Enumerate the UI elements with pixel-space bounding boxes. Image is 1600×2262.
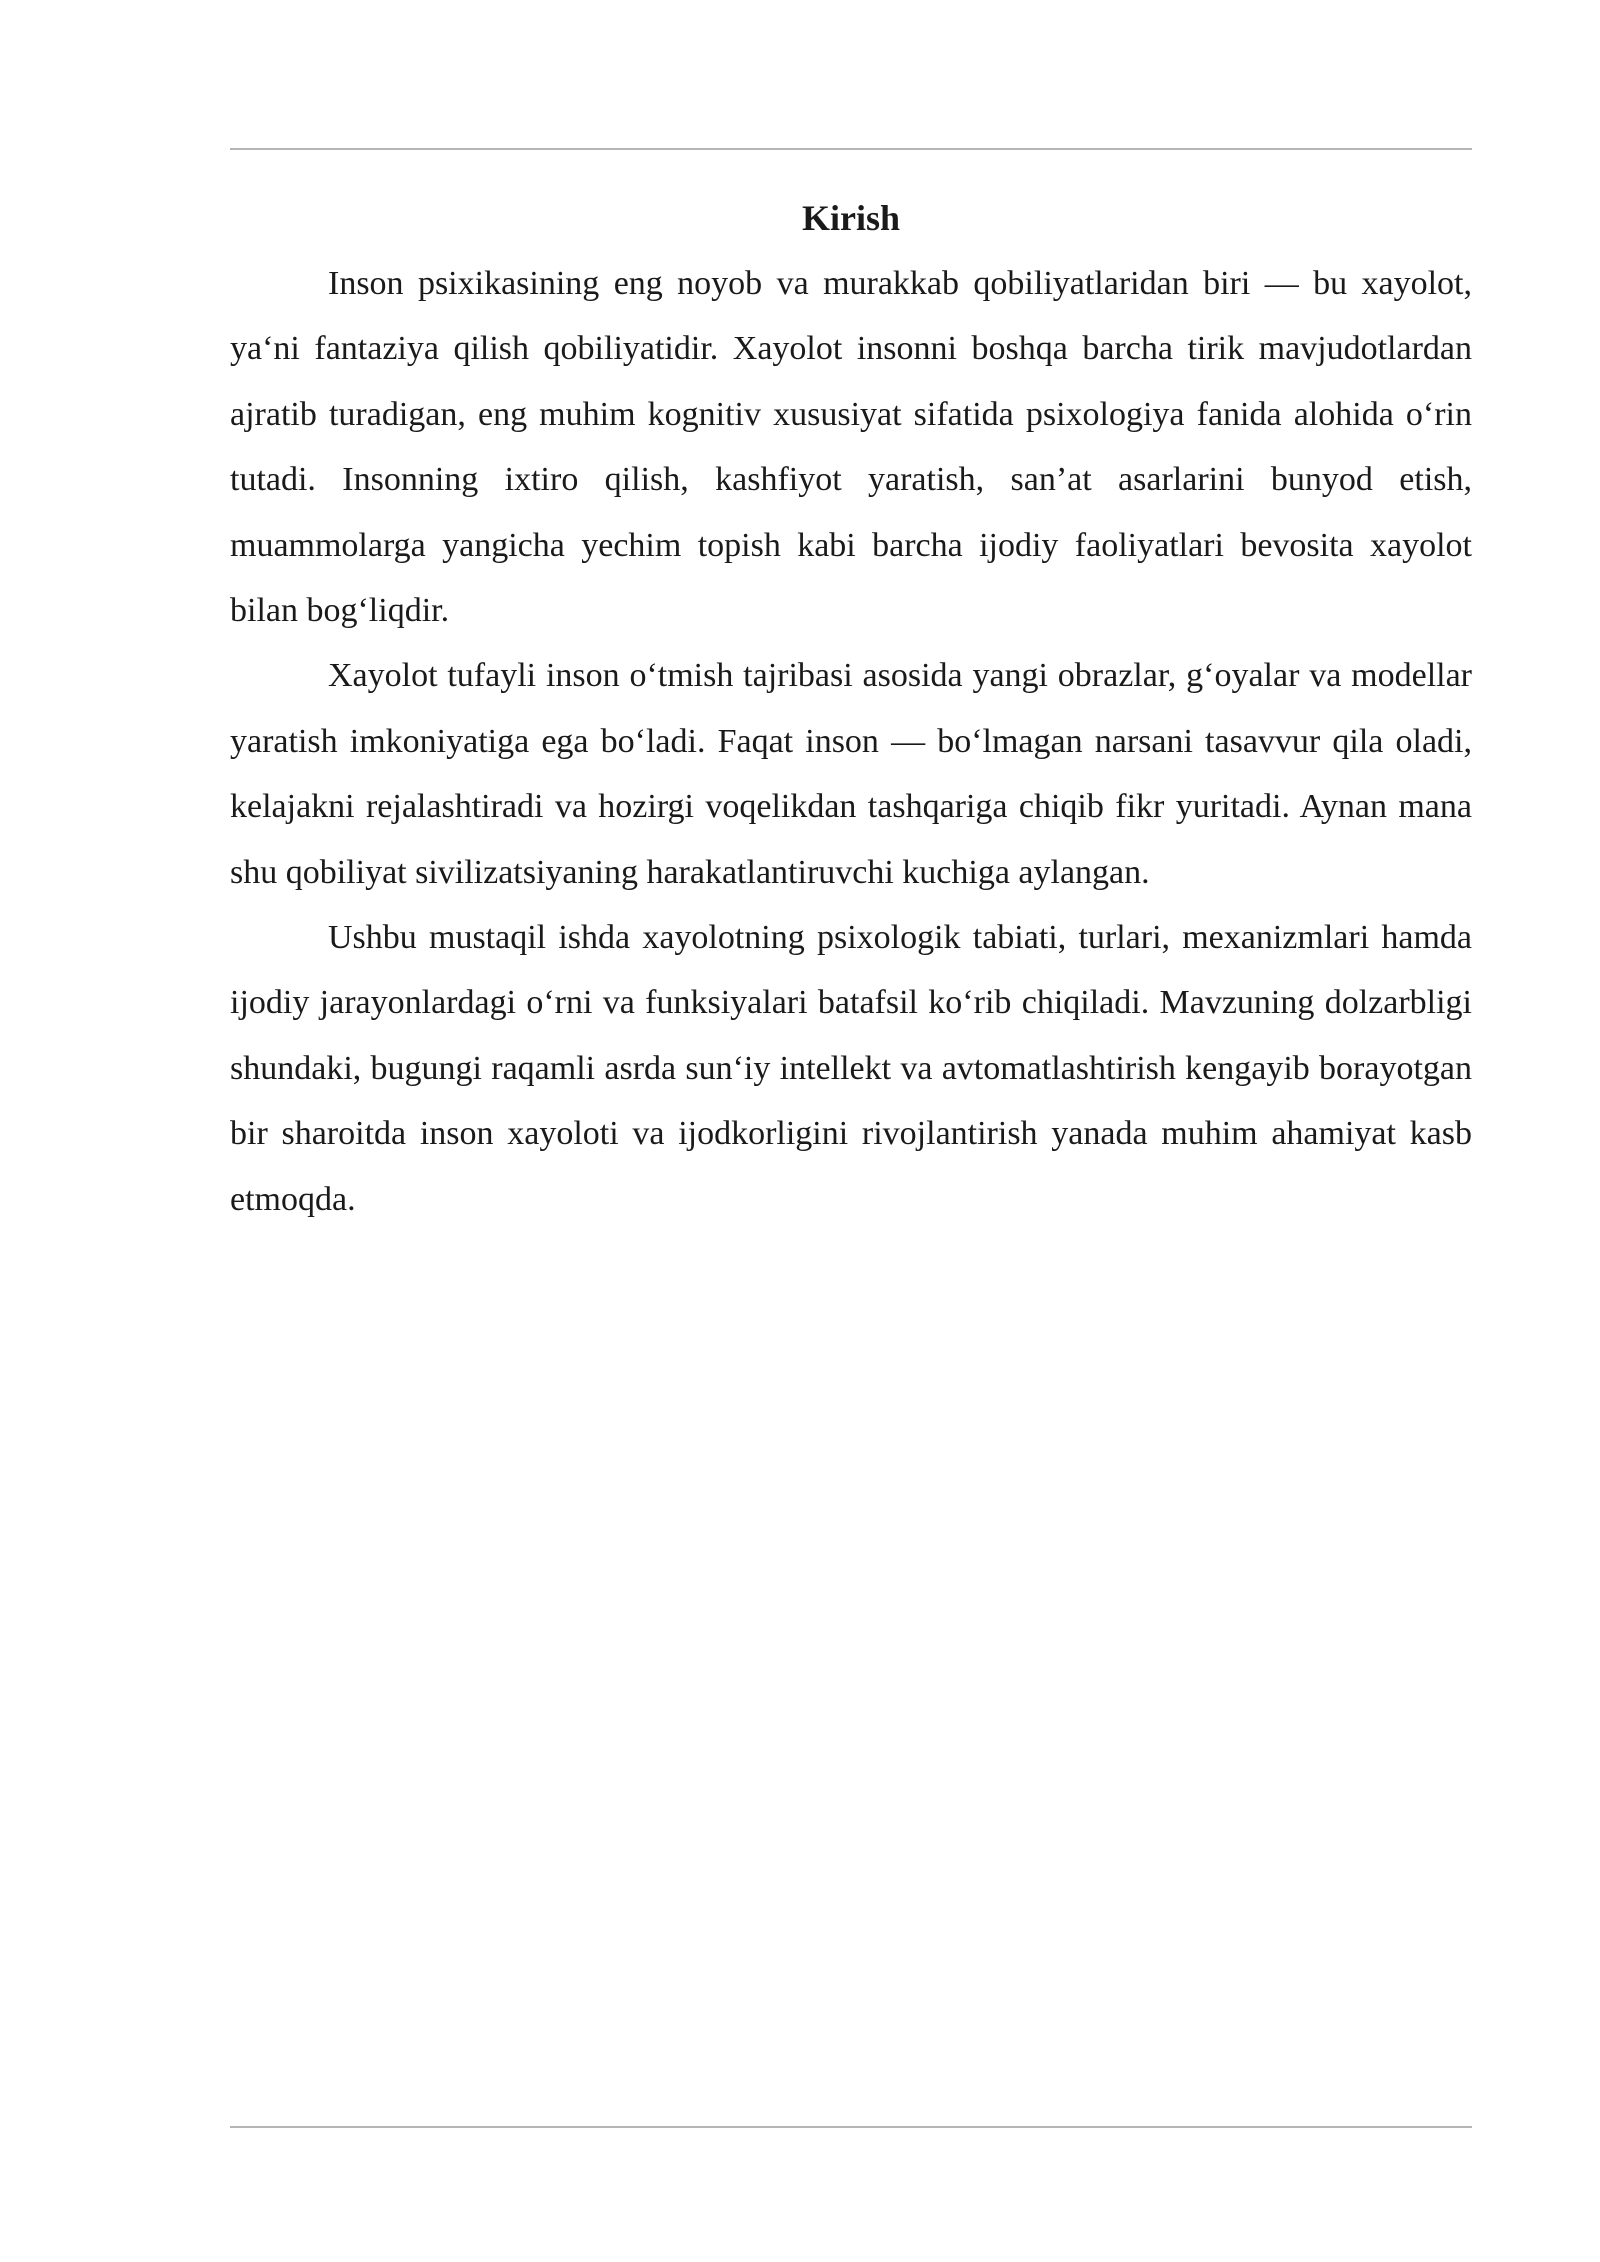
document-body [230, 188, 1472, 1232]
paragraph-3: Ushbu mustaqil ishda xayolotning psixologik tabiati, turlari, mexanizmlari hamda ijodiy jarayonlardagi o‘rni va funksiyalari batafsil ko‘rib chiqiladi. Mavzuning dolzarbligi shundaki, bugungi raqamli asrda sun‘iy intellekt va avtomatlashtirish kengayib borayotgan bir sharoitda inson xayoloti va ijodkorligini rivojlantirish yanada muhim ahamiyat kasb etmoqda. [230, 919, 1472, 1218]
section-title: Kirish [801, 198, 900, 238]
footer-divider [230, 2126, 1472, 2128]
paragraph-2: Xayolot tufayli inson o‘tmish tajribasi asosida yangi obrazlar, g‘oyalar va modellar yaratish imkoniyatiga ega bo‘ladi. Faqat inson — bo‘lmagan narsani tasavvur qila oladi, kelajakni rejalashtiradi va hozirgi voqelikdan tashqariga chiqib fikr yuritadi. Aynan mana shu qobiliyat sivilizatsiyaning harakatlantiruvchi kuchiga aylangan. [230, 657, 1472, 891]
paragraph-1: Inson psixikasining eng noyob va murakkab qobiliyatlaridan biri — bu xayolot, ya‘ni fantaziya qilish qobiliyatidir. Xayolot insonni boshqa barcha tirik mavjudotlardan ajratib turadigan, eng muhim kognitiv xususiyat sifatida psixologiya fanida alohida o‘rin tutadi. Insonning ixtiro qilish, kashfiyot yaratish, san’at asarlarini bunyod etish, muammolarga yangicha yechim topish kabi barcha ijodiy faoliyatlari bevosita xayolot bilan bog‘liqdir. [230, 265, 1472, 630]
header-divider [230, 148, 1472, 150]
